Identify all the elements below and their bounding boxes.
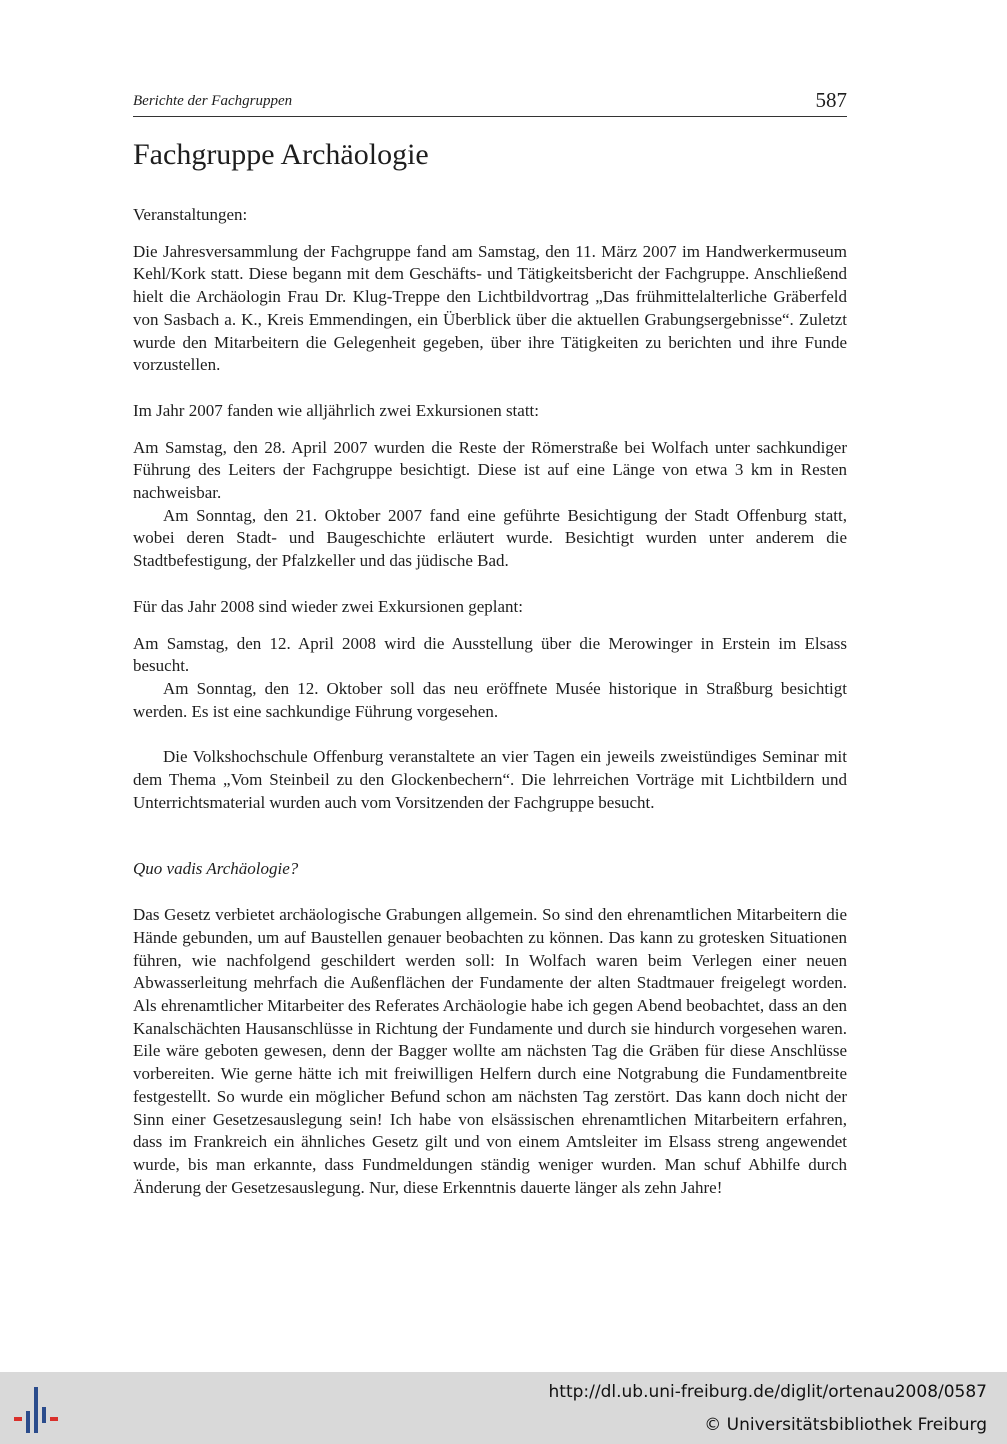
paragraph-excursion-october-2008: Am Sonntag, den 12. Oktober soll das neu eröffnete Musée historique in Straßburg besichtigt werden. Es ist eine sachkundige Führung vorgesehen. bbox=[133, 678, 847, 721]
copyright-notice: © Universitätsbibliothek Freiburg bbox=[704, 1415, 987, 1435]
running-head-section: Berichte der Fachgruppen bbox=[133, 93, 293, 109]
paragraph-vhs-seminar: Die Volkshochschule Offenburg veranstaltete an vier Tagen ein jeweils zweistündiges Seminar mit dem Thema „Vom Steinbeil zu den Glockenbechern“. Die lehrreichen Vorträge mit Lichtbildern und Unterrichtsmaterial wurden auch vom Vorsitzenden der Fachgruppe besucht. bbox=[133, 747, 847, 812]
running-head bbox=[133, 88, 847, 117]
paragraph-excursion-april-2008: Am Samstag, den 12. April 2008 wird die Ausstellung über die Merowinger in Erstein im Elsass besucht. bbox=[133, 633, 847, 676]
paragraph-excursions-2008-intro: Für das Jahr 2008 sind wieder zwei Exkursionen geplant: bbox=[133, 596, 523, 616]
paragraph-law-commentary: Das Gesetz verbietet archäologische Grabungen allgemein. So sind den ehrenamtlichen Mitarbeitern die Hände gebunden, um auf Baustellen genauer beobachten zu können. Das kann zu grotesken Situationen führen, wie nachfolgend geschildert werden soll: In Wolfach waren beim Verlegen einer neuen Abwasserleitung mehrfach die Außenflächen der Fundamente der alten Stadtmauer freigelegt worden. Als ehrenamtlicher Mitarbeiter des Referates Archäologie habe ich gegen Abend beobachtet, dass an den Kanalschächten Hausanschlüsse in Richtung der Fundamente und durch sie hindurch vorgesehen waren. Eile wäre geboten gewesen, denn der Bagger wollte am nächsten Tag die Gräben für diese Anschlüsse vorbereiten. Wie gerne hätte ich mit freiwilligen Helfern durch eine Notgrabung die Fundamentbreite festgestellt. So wurde ein möglicher Befund schon am nächsten Tag zerstört. Das kann doch nicht der Sinn einer Gesetzesauslegung sein! Ich habe von elsässischen ehrenamtlichen Mitarbeitern erfahren, dass im Frankreich ein ähnliches Gesetz gilt und von einem Amtsleiter im Elsass streng angewendet wurde, bis man erkannte, dass Fundmeldungen ständig weniger wurden. Man schuf Abhilfe durch Änderung der Gesetzesauslegung. Nur, diese Erkenntnis dauerte länger als zehn Jahre! bbox=[133, 905, 847, 1197]
paragraph-excursions-2007-intro: Im Jahr 2007 fanden wie alljährlich zwei Exkursionen statt: bbox=[133, 400, 539, 420]
paragraph-annual-meeting: Die Jahresversammlung der Fachgruppe fand am Samstag, den 11. März 2007 im Handwerkermuseum Kehl/Kork statt. Diese begann mit dem Geschäfts- und Tätigkeitsbericht der Fachgruppe. Anschließend hielt die Archäologin Frau Dr. Klug-Treppe den Lichtbildvortrag „Das frühmittelalterliche Gräberfeld von Sasbach a. K., Kreis Emmendingen, ein Überblick über die aktuellen Grabungsergebnisse“. Zuletzt wurde den Mitarbeitern die Gelegenheit gegeben, über ihre Tätigkeiten zu berichten und ihre Funde vorzustellen. bbox=[133, 241, 847, 375]
document-url-link[interactable]: http://dl.ub.uni-freiburg.de/diglit/ortenau2008/0587 bbox=[548, 1382, 987, 1402]
page-number: 587 bbox=[815, 88, 847, 112]
paragraph-excursion-october-2007: Am Sonntag, den 21. Oktober 2007 fand eine geführte Besichtigung der Stadt Offenburg statt, wobei deren Stadt- und Baugeschichte erläutert wurde. Besichtigt wurden unter anderem die Stadtbefestigung, der Pfalzkeller und das jüdische Bad. bbox=[133, 505, 847, 571]
paragraph-excursion-april-2007: Am Samstag, den 28. April 2007 wurden die Reste der Römerstraße bei Wolfach unter sachkundiger Führung des Leiters der Fachgruppe besichtigt. Diese ist auf eine Länge von etwa 3 km in Resten nachweisbar. bbox=[133, 437, 847, 503]
page-title: Fachgruppe Archäologie bbox=[133, 138, 429, 171]
body-text bbox=[133, 204, 847, 1199]
university-library-logo-icon bbox=[11, 1383, 63, 1435]
section-heading-quo-vadis: Quo vadis Archäologie? bbox=[133, 859, 299, 879]
library-footer bbox=[0, 1372, 1007, 1444]
paragraph-events-heading: Veranstaltungen: bbox=[133, 205, 248, 224]
